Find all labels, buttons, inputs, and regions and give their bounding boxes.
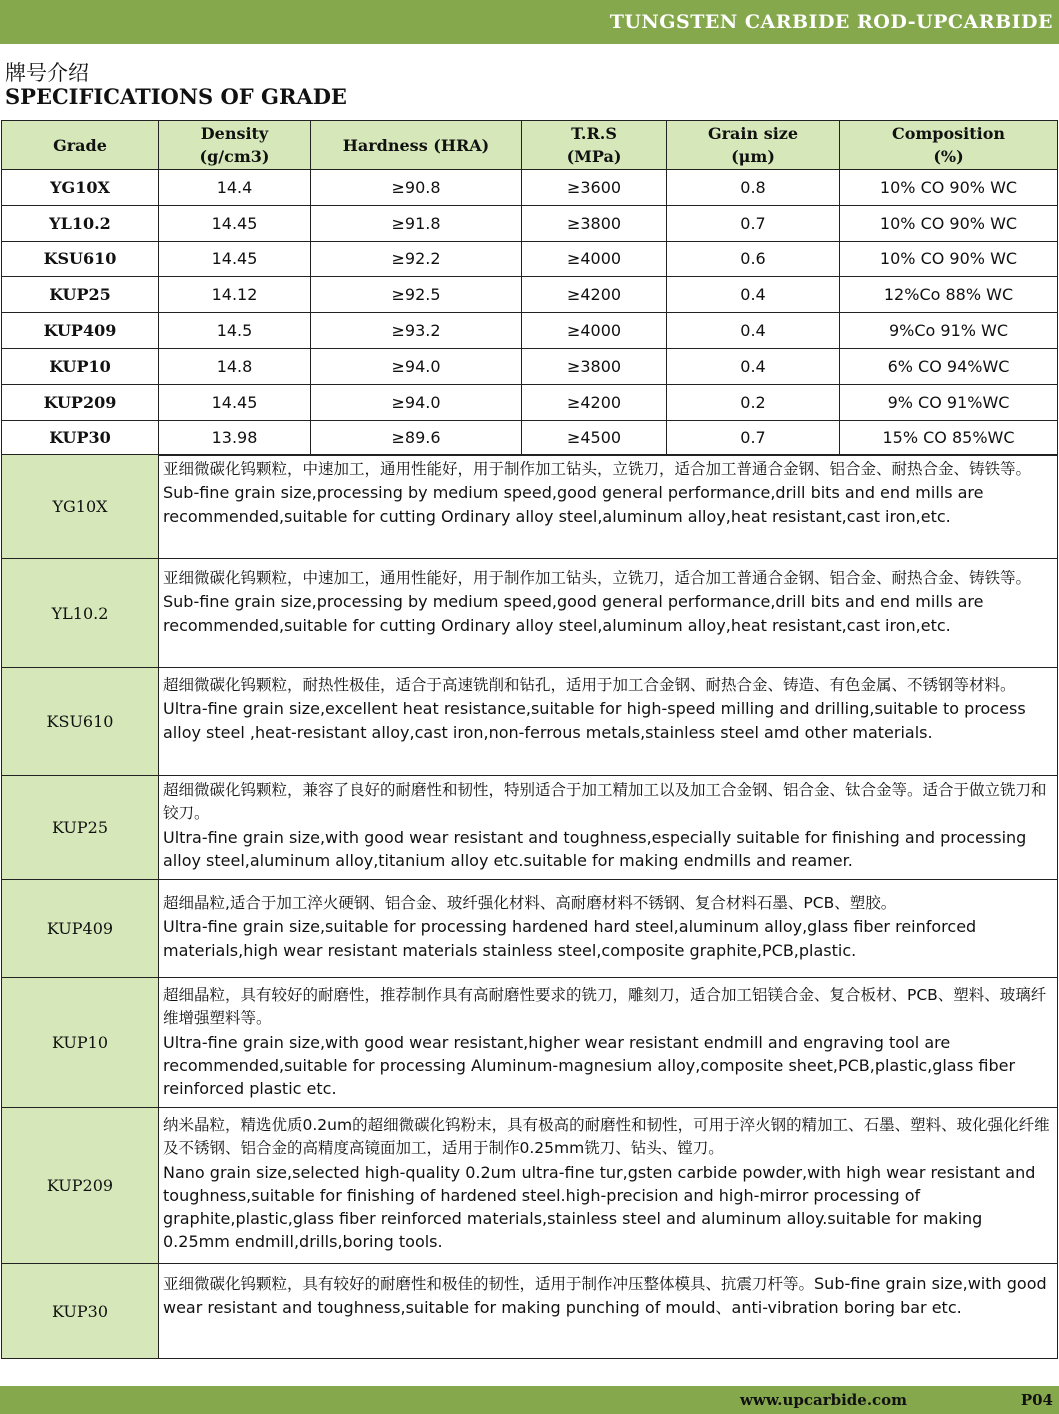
- grain-cell: 0.7: [667, 205, 840, 241]
- description-cn: 亚细微碳化钨颗粒，中速加工，通用性能好，用于制作加工钻头，立铣刀，适合加工普通合金钢、铝合金、耐热合金、铸铁等。: [163, 460, 1032, 478]
- table-row: [2, 205, 1058, 241]
- title-chinese: 牌号介绍: [5, 61, 89, 85]
- grade-cell: KUP30: [2, 420, 159, 456]
- title-english: SPECIFICATIONS OF GRADE: [5, 84, 347, 109]
- table-row: [2, 241, 1058, 277]
- composition-cell: 9% CO 91%WC: [840, 384, 1058, 420]
- description-text: [159, 978, 1058, 1108]
- col-header-trs: T.R.S (MPa): [522, 121, 667, 170]
- table-row: [2, 170, 1058, 206]
- composition-cell: 15% CO 85%WC: [840, 420, 1058, 456]
- table-row: [2, 384, 1058, 420]
- col-header-grade: Grade: [2, 121, 159, 170]
- description-grade: KUP10: [2, 978, 159, 1108]
- description-en: Sub-fine grain size,with good wear resistant and toughness,suitable for making punching of mould、anti-vibration boring bar etc.: [163, 1274, 1047, 1318]
- col-header-hardness: Hardness (HRA): [311, 121, 522, 170]
- trs-cell: ≥4500: [522, 420, 667, 456]
- trs-cell: ≥3600: [522, 170, 667, 206]
- grain-cell: 0.6: [667, 241, 840, 277]
- description-row: [2, 455, 1058, 559]
- table-row: [2, 277, 1058, 313]
- description-grade: KUP209: [2, 1108, 159, 1264]
- description-cn: 亚细微碳化钨颗粒，中速加工，通用性能好，用于制作加工钻头，立铣刀，适合加工普通合金钢、铝合金、耐热合金、铸铁等。: [163, 569, 1032, 587]
- description-table: [1, 454, 1058, 1359]
- description-en: Nano grain size,selected high-quality 0.2um ultra-fine tur,gsten carbide powder,with high wear resistant and toughness,suitable for finishing of hardened steel.high-precision and high-mirror processing of graphite,plastic,glass fiber reinforced materials,stainless steel and aluminum alloy.suitable for making 0.25mm endmill,drills,boring tools.: [163, 1162, 1036, 1252]
- grade-cell: KUP10: [2, 348, 159, 384]
- spec-table: [1, 120, 1058, 456]
- density-cell: 14.45: [159, 384, 311, 420]
- grade-cell: YG10X: [2, 170, 159, 206]
- description-text: [159, 1264, 1058, 1359]
- grain-cell: 0.4: [667, 313, 840, 349]
- description-row: [2, 1264, 1058, 1359]
- grade-cell: KUP25: [2, 277, 159, 313]
- grade-cell: KUP409: [2, 313, 159, 349]
- description-cn: 超细晶粒，具有较好的耐磨性，推荐制作具有高耐磨性要求的铣刀，雕刻刀，适合加工铝镁合金、复合板材、PCB、塑料、玻璃纤维增强塑料等。: [163, 986, 1047, 1028]
- density-cell: 13.98: [159, 420, 311, 456]
- description-en: Sub-fine grain size,processing by medium speed,good general performance,drill bits and end mills are recommended,suitable for cutting Ordinary alloy steel,aluminum alloy,heat resistant,cast iron,etc.: [163, 592, 984, 635]
- table-row: [2, 348, 1058, 384]
- composition-cell: 10% CO 90% WC: [840, 241, 1058, 277]
- col-header-grain-size: Grain size (μm): [667, 121, 840, 170]
- bottom-banner: [0, 1386, 1059, 1414]
- description-cn: 超细晶粒,适合于加工淬火硬钢、铝合金、玻纤强化材料、高耐磨材料不锈钢、复合材料石墨、PCB、塑胶。: [163, 894, 897, 912]
- description-en: Ultra-fine grain size,with good wear resistant and toughness,especially suitable for finishing and processing alloy steel,aluminum alloy,titanium alloy etc.suitable for making endmills and reamer.: [163, 827, 1027, 870]
- hardness-cell: ≥92.5: [311, 277, 522, 313]
- description-text: [159, 880, 1058, 978]
- page-number: P04: [1020, 1391, 1053, 1409]
- col-header-density: Density (g/cm3): [159, 121, 311, 170]
- description-text: [159, 455, 1058, 559]
- composition-cell: 10% CO 90% WC: [840, 205, 1058, 241]
- density-cell: 14.45: [159, 205, 311, 241]
- composition-cell: 9%Co 91% WC: [840, 313, 1058, 349]
- hardness-cell: ≥94.0: [311, 384, 522, 420]
- description-text: [159, 1108, 1058, 1264]
- description-row: [2, 880, 1058, 978]
- grade-cell: KSU610: [2, 241, 159, 277]
- grain-cell: 0.2: [667, 384, 840, 420]
- density-cell: 14.12: [159, 277, 311, 313]
- description-grade: KUP25: [2, 776, 159, 880]
- description-grade: KUP409: [2, 880, 159, 978]
- description-en: Ultra-fine grain size,with good wear resistant,higher wear resistant endmill and engraving tool are recommended,suitable for processing Aluminum-magnesium alloy,composite sheet,PCB,plastic,glass fiber reinforced plastic etc.: [163, 1032, 1016, 1099]
- brand-title: TUNGSTEN CARBIDE ROD-UPCARBIDE: [609, 11, 1053, 33]
- grain-cell: 0.8: [667, 170, 840, 206]
- grain-cell: 0.4: [667, 277, 840, 313]
- description-row: [2, 776, 1058, 880]
- trs-cell: ≥3800: [522, 348, 667, 384]
- hardness-cell: ≥92.2: [311, 241, 522, 277]
- website-link[interactable]: www.upcarbide.com: [740, 1391, 908, 1409]
- spec-header-row: [2, 121, 1058, 170]
- description-cn: 纳米晶粒，精选优质0.2um的超细微碳化钨粉末，具有极高的耐磨性和韧性，可用于淬火钢的精加工、石墨、塑料、玻化强化纤维及不锈钢、铝合金的高精度高镜面加工，适用于制作0.25mm铣刀、钻头、镗刀。: [163, 1116, 1050, 1158]
- composition-cell: 10% CO 90% WC: [840, 170, 1058, 206]
- description-text: [159, 668, 1058, 776]
- description-grade: YL10.2: [2, 559, 159, 668]
- trs-cell: ≥4200: [522, 384, 667, 420]
- description-grade: KUP30: [2, 1264, 159, 1359]
- grade-cell: YL10.2: [2, 205, 159, 241]
- hardness-cell: ≥91.8: [311, 205, 522, 241]
- composition-cell: 6% CO 94%WC: [840, 348, 1058, 384]
- description-en: Sub-fine grain size,processing by medium speed,good general performance,drill bits and end mills are recommended,suitable for cutting Ordinary alloy steel,aluminum alloy,heat resistant,cast iron,etc.: [163, 483, 984, 526]
- description-row: [2, 559, 1058, 668]
- trs-cell: ≥4000: [522, 241, 667, 277]
- trs-cell: ≥4200: [522, 277, 667, 313]
- description-row: [2, 1108, 1058, 1264]
- description-grade: YG10X: [2, 455, 159, 559]
- description-cn: 超细微碳化钨颗粒，兼容了良好的耐磨性和韧性，特别适合于加工精加工以及加工合金钢、铝合金、钛合金等。适合于做立铣刀和铰刀。: [163, 781, 1047, 823]
- density-cell: 14.4: [159, 170, 311, 206]
- description-row: [2, 978, 1058, 1108]
- hardness-cell: ≥89.6: [311, 420, 522, 456]
- table-row: [2, 313, 1058, 349]
- trs-cell: ≥3800: [522, 205, 667, 241]
- trs-cell: ≥4000: [522, 313, 667, 349]
- description-en: Ultra-fine grain size,excellent heat resistance,suitable for high-speed milling and drilling,suitable to process alloy steel ,heat-resistant alloy,cast iron,non-ferrous metals,stainless steel amd other materials.: [163, 699, 1026, 742]
- hardness-cell: ≥94.0: [311, 348, 522, 384]
- description-text: [159, 776, 1058, 880]
- density-cell: 14.5: [159, 313, 311, 349]
- description-cn: 超细微碳化钨颗粒，耐热性极佳，适合于高速铣削和钻孔，适用于加工合金钢、耐热合金、铸造、有色金属、不锈钢等材料。: [163, 676, 1016, 694]
- description-en: Ultra-fine grain size,suitable for processing hardened hard steel,aluminum alloy,glass fiber reinforced materials,high wear resistant materials stainless steel,composite graphite,PCB,plastic.: [163, 917, 977, 960]
- table-row: [2, 420, 1058, 456]
- description-grade: KSU610: [2, 668, 159, 776]
- description-row: [2, 668, 1058, 776]
- composition-cell: 12%Co 88% WC: [840, 277, 1058, 313]
- hardness-cell: ≥93.2: [311, 313, 522, 349]
- top-banner: [0, 0, 1059, 44]
- hardness-cell: ≥90.8: [311, 170, 522, 206]
- density-cell: 14.8: [159, 348, 311, 384]
- description-text: [159, 559, 1058, 668]
- description-cn: 亚细微碳化钨颗粒，具有较好的耐磨性和极佳的韧性，适用于制作冲压整体模具、抗震刀杆等。: [163, 1275, 815, 1293]
- grain-cell: 0.4: [667, 348, 840, 384]
- density-cell: 14.45: [159, 241, 311, 277]
- col-header-composition: Composition (%): [840, 121, 1058, 170]
- grade-cell: KUP209: [2, 384, 159, 420]
- grain-cell: 0.7: [667, 420, 840, 456]
